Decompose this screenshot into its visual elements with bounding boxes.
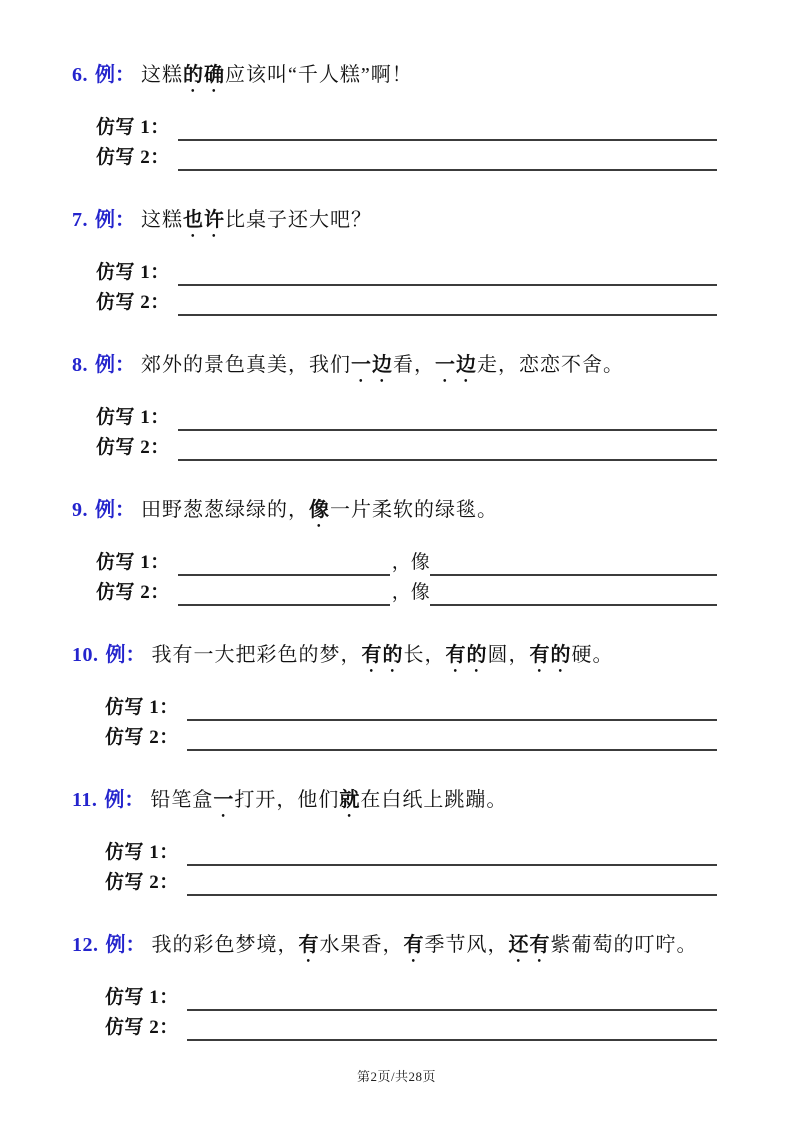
imitate-row — [105, 866, 717, 896]
example-sentence — [141, 60, 413, 97]
answer-blank-line — [178, 580, 390, 606]
imitate-label: 仿写 1： — [96, 552, 170, 573]
imitate-label: 仿写 2： — [105, 1017, 179, 1038]
example-label: 例： — [105, 934, 146, 956]
plain-text: 田野葱葱绿绿的， — [141, 499, 309, 521]
example-sentence — [141, 495, 498, 532]
exercise-item — [0, 60, 793, 171]
answer-blank-line — [187, 985, 717, 1011]
plain-text: 硬。 — [571, 644, 614, 666]
answer-blank-line — [430, 550, 717, 576]
imitate-label: 仿写 2： — [96, 582, 170, 603]
emphasized-text: 一边 — [351, 354, 393, 376]
imitate-row — [105, 721, 717, 751]
imitate-label: 仿写 2： — [96, 292, 170, 313]
plain-text: 我的彩色梦境， — [151, 934, 299, 956]
plain-text: 这糕 — [141, 209, 183, 231]
imitate-label: 仿写 1： — [105, 697, 179, 718]
plain-text: 一片柔软的绿毯。 — [330, 499, 498, 521]
answer-blank-line — [187, 695, 717, 721]
imitate-row — [96, 576, 717, 606]
imitate-row — [96, 401, 717, 431]
example-label: 例： — [95, 64, 135, 86]
emphasized-text: 有的 — [361, 644, 404, 666]
imitate-row — [96, 111, 717, 141]
example-label: 例： — [95, 354, 135, 376]
item-number: 6. — [72, 64, 88, 86]
imitate-row — [96, 286, 717, 316]
comma-xiang-label: ，像 — [391, 552, 430, 573]
imitate-label: 仿写 1： — [96, 262, 170, 283]
imitate-label: 仿写 1： — [105, 842, 179, 863]
answer-blank-line — [187, 840, 717, 866]
exercise-item — [0, 495, 793, 606]
exercise-item — [0, 930, 793, 1041]
emphasized-text: 还有 — [508, 934, 551, 956]
plain-text: 圆， — [487, 644, 530, 666]
imitate-label: 仿写 1： — [105, 987, 179, 1008]
item-number: 9. — [72, 499, 88, 521]
example-sentence — [141, 350, 624, 387]
example-label: 例： — [104, 789, 145, 811]
plain-text: 比桌子还大吧？ — [225, 209, 372, 231]
emphasized-text: 一边 — [435, 354, 477, 376]
plain-text: 这糕 — [141, 64, 183, 86]
example-sentence — [152, 930, 698, 967]
plain-text: 走，恋恋不舍。 — [477, 354, 624, 376]
plain-text: 应该叫“千人糕”啊！ — [225, 64, 413, 86]
example-sentence-row — [0, 640, 793, 670]
exercise-item — [0, 640, 793, 751]
exercise-item — [0, 350, 793, 461]
imitate-row — [96, 546, 717, 576]
answer-blank-line — [178, 435, 717, 461]
emphasized-text: 有 — [298, 934, 320, 956]
emphasized-text: 有的 — [445, 644, 488, 666]
emphasized-text: 有的 — [529, 644, 572, 666]
emphasized-text: 也许 — [183, 209, 225, 231]
answer-blank-line — [178, 115, 717, 141]
answer-blank-line — [187, 870, 717, 896]
emphasized-text: 有 — [403, 934, 425, 956]
imitate-row — [105, 1011, 717, 1041]
answer-blank-line — [187, 1015, 717, 1041]
example-sentence-row — [0, 785, 793, 815]
answer-blank-line — [178, 290, 717, 316]
example-label: 例： — [105, 644, 146, 666]
imitate-label: 仿写 2： — [96, 147, 170, 168]
plain-text: 我有一大把彩色的梦， — [151, 644, 362, 666]
item-number: 11. — [72, 789, 98, 811]
example-sentence-row — [0, 205, 793, 235]
plain-text: 打开，他们 — [234, 789, 340, 811]
answer-blank-line — [430, 580, 717, 606]
imitate-row — [96, 141, 717, 171]
answer-blank-line — [178, 550, 390, 576]
example-label: 例： — [95, 499, 135, 521]
plain-text: 季节风， — [424, 934, 509, 956]
example-sentence — [152, 640, 614, 677]
answer-blank-line — [178, 260, 717, 286]
answer-blank-line — [178, 405, 717, 431]
plain-text: 看， — [393, 354, 435, 376]
imitate-row — [96, 431, 717, 461]
answer-blank-line — [187, 725, 717, 751]
emphasized-text: 像 — [309, 499, 330, 521]
imitate-row — [105, 836, 717, 866]
example-sentence — [150, 785, 507, 822]
imitate-row — [105, 691, 717, 721]
imitate-label: 仿写 1： — [96, 117, 170, 138]
example-sentence-row — [0, 350, 793, 380]
item-number: 8. — [72, 354, 88, 376]
example-sentence-row — [0, 60, 793, 90]
exercise-item — [0, 785, 793, 896]
imitate-row — [105, 981, 717, 1011]
page-number: 第2页/共28页 — [356, 1069, 437, 1084]
plain-text: 郊外的景色真美，我们 — [141, 354, 351, 376]
exercise-item — [0, 205, 793, 316]
plain-text: 长， — [403, 644, 446, 666]
item-number: 7. — [72, 209, 88, 231]
plain-text: 在白纸上跳蹦。 — [360, 789, 508, 811]
plain-text: 铅笔盒 — [150, 789, 214, 811]
imitate-label: 仿写 2： — [96, 437, 170, 458]
example-sentence — [141, 205, 372, 242]
imitate-label: 仿写 2： — [105, 872, 179, 893]
item-number: 10. — [72, 644, 99, 666]
emphasized-text: 的确 — [183, 64, 225, 86]
comma-xiang-label: ，像 — [391, 582, 430, 603]
emphasized-text: 就 — [339, 789, 361, 811]
example-sentence-row — [0, 495, 793, 525]
example-sentence-row — [0, 930, 793, 960]
answer-blank-line — [178, 145, 717, 171]
imitate-row — [96, 256, 717, 286]
plain-text: 紫葡萄的叮咛。 — [550, 934, 698, 956]
imitate-label: 仿写 1： — [96, 407, 170, 428]
example-label: 例： — [95, 209, 135, 231]
emphasized-text: 一 — [213, 789, 235, 811]
imitate-label: 仿写 2： — [105, 727, 179, 748]
plain-text: 水果香， — [319, 934, 404, 956]
item-number: 12. — [72, 934, 99, 956]
